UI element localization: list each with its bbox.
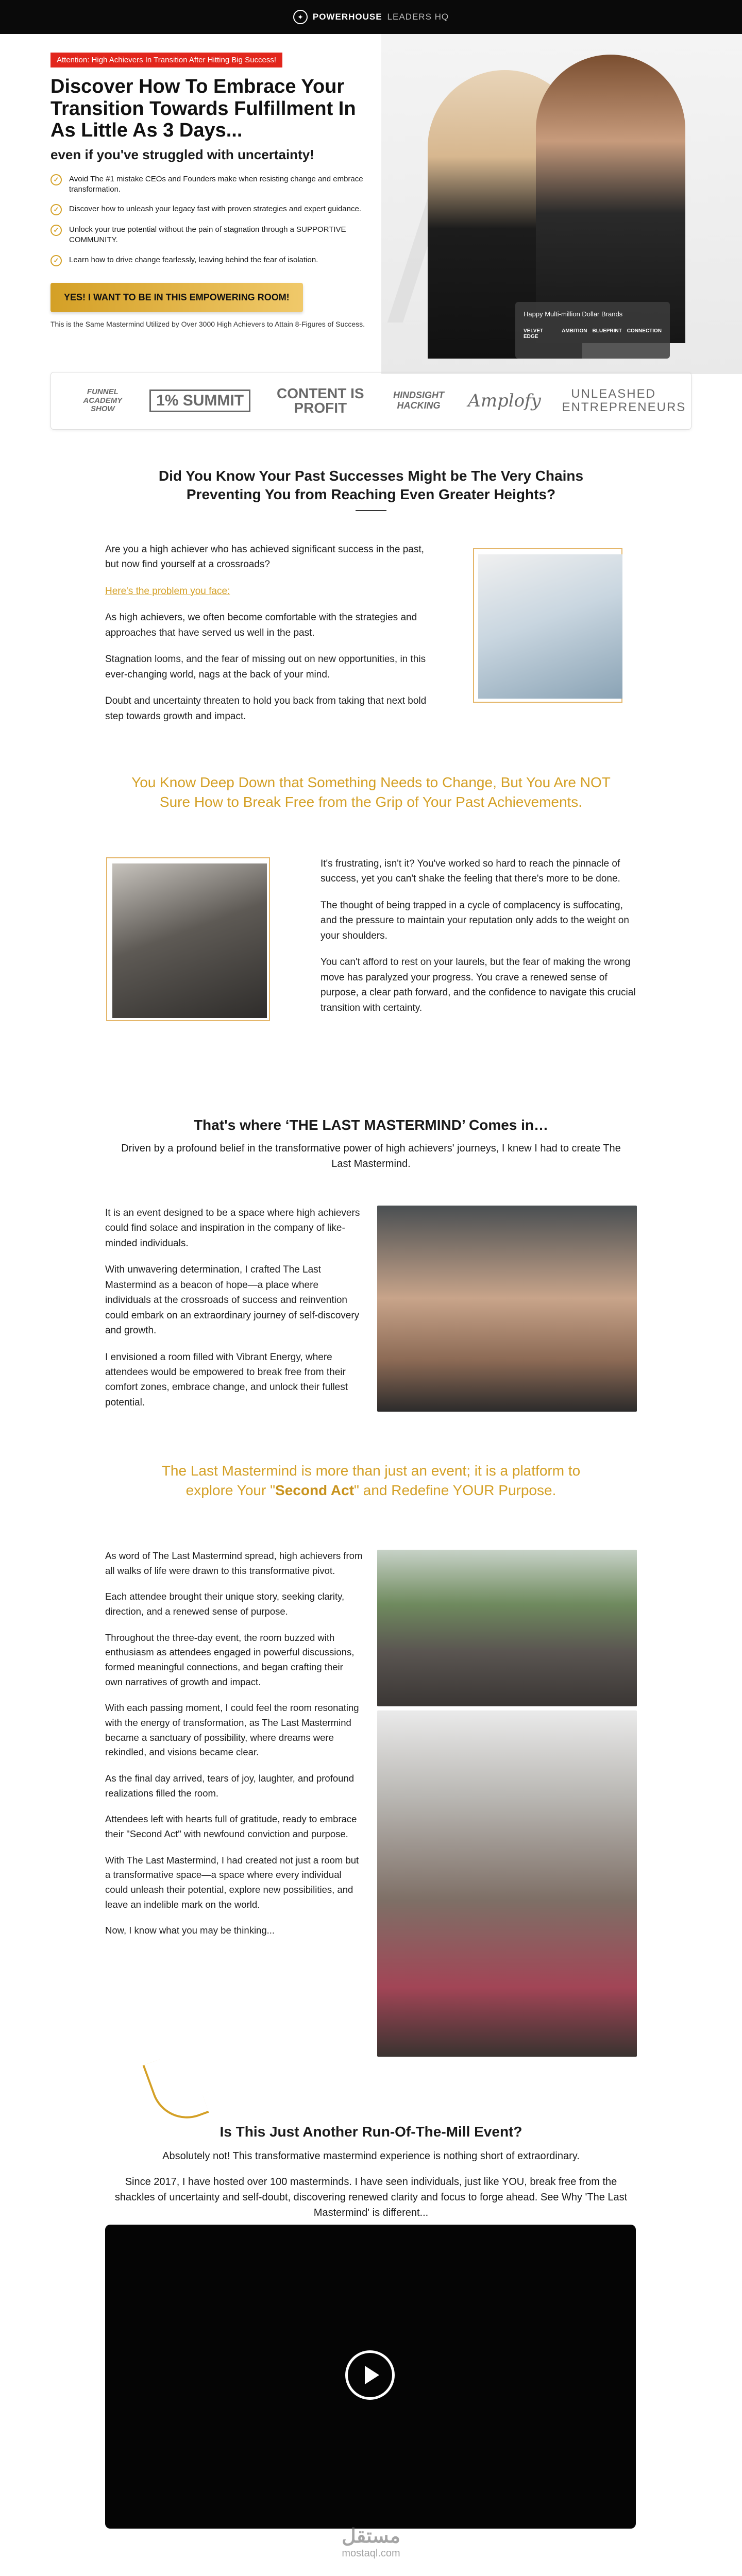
- watermark: [319, 2524, 423, 2560]
- run-of-the-mill-paragraph-2: Since 2017, I have hosted over 100 masterminds. I have seen individuals, just like YOU, break free from the shackles of uncertainty and self-doubt, discovering renewed clarity and focus to forge ahead. See Why 'The Last Mastermind' is different...: [114, 2176, 628, 2218]
- group-selfie-photo: [377, 1206, 637, 1412]
- stressed-woman-photo: [478, 554, 622, 699]
- title-divider: [356, 510, 386, 511]
- story-paragraph-1: As word of The Last Mastermind spread, high achievers from all walks of life were drawn to this transformative pivot.: [105, 1550, 363, 1576]
- run-of-the-mill-paragraph-1: Absolutely not! This transformative mastermind experience is nothing short of extraordinary.: [162, 2150, 580, 2162]
- hero-section: [0, 34, 742, 374]
- join-room-cta-button[interactable]: YES! I WANT TO BE IN THIS EMPOWERING ROOM!: [50, 283, 303, 312]
- brand-logo-icon: ✦: [293, 10, 308, 24]
- problem-text-block: [105, 542, 435, 735]
- hero-social-proof-note: This is the Same Mastermind Utilized by Over 3000 High Achievers to Attain 8-Figures of Success.: [50, 319, 365, 328]
- hero-content: [50, 53, 380, 329]
- second-act-heading-line1: The Last Mastermind is more than just an event; it is a platform to: [161, 1463, 581, 1479]
- check-icon: ✓: [50, 255, 62, 266]
- outdoor-group-photo: [377, 1550, 637, 1706]
- attention-badge: Attention: High Achievers In Transition After Hitting Big Success!: [50, 53, 282, 67]
- deep-down-heading: You Know Deep Down that Something Needs to Change, But You Are NOT Sure How to Break Free from the Grip of Your Past Achievements.: [131, 774, 611, 810]
- hero-bullet-text: Unlock your true potential without the pain of stagnation through a SUPPORTIVE COMMUNITY.: [69, 225, 346, 245]
- logo-unleashed-entrepreneurs: UNLEASHED ENTREPRENEURS: [562, 386, 686, 414]
- last-mastermind-title: That's where ‘THE LAST MASTERMIND’ Comes in…: [193, 1117, 549, 1133]
- mastermind-paragraph-3: I envisioned a room filled with Vibrant Energy, where attendees would be empowered to break free from their comfort zones, embrace change, and unlock their fullest potential.: [105, 1351, 348, 1408]
- arrow-doodle-icon: [142, 2050, 209, 2129]
- hero-bullet-list: [50, 174, 380, 266]
- second-act-emphasis: Second Act: [275, 1482, 355, 1498]
- story-paragraph-4: With each passing moment, I could feel the room resonating with the energy of transformation, as The Last Mastermind became a sanctuary of possibility, where dreams were rekindled, and visions became clear.: [105, 1702, 359, 1758]
- brand-logo-3: BLUEPRINT: [592, 328, 622, 334]
- mastermind-paragraph-1: It is an event designed to be a space where high achievers could find solace and inspiration in the company of like-minded individuals.: [105, 1208, 360, 1249]
- event-story-text: [105, 1549, 363, 1950]
- story-paragraph-2: Each attendee brought their unique story, seeking clarity, direction, and a renewed sense of purpose.: [105, 1591, 345, 1617]
- logo-content-is-profit: CONTENT IS PROFIT: [276, 385, 364, 416]
- hero-bullet: [50, 204, 380, 215]
- hero-subtitle: even if you've struggled with uncertainty!: [50, 146, 314, 162]
- brand-name[interactable]: POWERHOUSE: [312, 12, 382, 22]
- problem-paragraph-2: As high achievers, we often become comfortable with the strategies and approaches that have served us well in the past.: [105, 612, 417, 638]
- check-icon: ✓: [50, 225, 62, 236]
- play-icon[interactable]: [345, 2350, 395, 2400]
- frustration-paragraph-3: You can't afford to rest on your laurels, but the fear of making the wrong move has paralyzed your progress. You crave a renewed sense of purpose, a clear path forward, and the confidence to navigate this crucial transition with certainty.: [321, 957, 636, 1013]
- chains-section-title: Did You Know Your Past Successes Might be The Very Chains Preventing You from Reaching Even Greater Heights?: [158, 468, 584, 503]
- brands-card: [515, 302, 670, 359]
- featured-logos-strip: [50, 372, 692, 430]
- brand-logo-2: AMBITION: [562, 328, 587, 334]
- brands-card-text: Happy Multi-million Dollar Brands: [524, 310, 623, 318]
- hero-bullet-text: Learn how to drive change fearlessly, leaving behind the fear of isolation.: [69, 255, 318, 264]
- story-paragraph-8: Now, I know what you may be thinking...: [105, 1925, 275, 1936]
- logo-funnel-academy-show: FUNNEL ACADEMY SHOW: [83, 387, 123, 414]
- hero-bullet: [50, 174, 380, 195]
- stressed-woman-photo-frame: [473, 548, 622, 703]
- brand-logo-4: CONNECTION: [627, 328, 662, 334]
- story-paragraph-7: With The Last Mastermind, I had created not just a room but a transformative space—a space where every individual could unleash their potential, explore new possibilities, and leave an indelible mark on the world.: [105, 1854, 359, 1910]
- run-of-the-mill-title: Is This Just Another Run-Of-The-Mill Event?: [220, 2124, 522, 2140]
- hero-bullet: [50, 255, 380, 266]
- logo-hindsight-hacking: HINDSIGHT HACKING: [393, 390, 444, 411]
- logo-amplofy: Amplofy: [468, 391, 541, 411]
- frustrated-woman-photo: [112, 863, 267, 1018]
- hero-bullet-text: Discover how to unleash your legacy fast with proven strategies and expert guidance.: [69, 205, 361, 214]
- check-icon: ✓: [50, 174, 62, 185]
- story-paragraph-5: As the final day arrived, tears of joy, laughter, and profound realizations filled the room.: [105, 1773, 355, 1799]
- mastermind-intro-text: [105, 1206, 363, 1421]
- frustrated-woman-photo-frame: [106, 857, 270, 1021]
- frustration-paragraph-2: The thought of being trapped in a cycle of complacency is suffocating, and the pressure to maintain your reputation only adds to the weight on your shoulders.: [321, 900, 629, 941]
- last-mastermind-subtitle: Driven by a profound belief in the transformative power of high achievers' journeys, I knew I had to create The Last Mastermind.: [121, 1143, 621, 1170]
- problem-paragraph-3: Stagnation looms, and the fear of missing out on new opportunities, in this ever-changing world, nags at the back of your mind.: [105, 654, 426, 680]
- brands-card-logos: [524, 328, 662, 340]
- watermark-sub: mostaql.com: [342, 2548, 400, 2559]
- frustration-paragraph-1: It's frustrating, isn't it? You've worked so hard to reach the pinnacle of success, yet you can't shake the feeling that there's more to be done.: [321, 858, 620, 885]
- hero-bullet: [50, 225, 380, 246]
- frustration-text-block: [321, 856, 640, 1027]
- watermark-main: مستقل: [342, 2526, 400, 2547]
- top-bar: [0, 0, 742, 34]
- problem-paragraph-1: Are you a high achiever who has achieved significant success in the past, but now find yourself at a crossroads?: [105, 544, 424, 570]
- play-triangle: [365, 2366, 379, 2384]
- story-paragraph-3: Throughout the three-day event, the room buzzed with enthusiasm as attendees engaged in powerful discussions, formed meaningful connections, and began crafting their own narratives of growth and impact.: [105, 1632, 355, 1687]
- second-act-heading: [0, 1461, 742, 1500]
- second-act-text-a: explore Your ": [185, 1482, 276, 1498]
- mastermind-paragraph-2: With unwavering determination, I crafted The Last Mastermind as a beacon of hope—a place where individuals at the crossroads of success and reinvention could embark on an extraordinary journey of self-discovery and growth.: [105, 1264, 360, 1336]
- brand-logo-1: VELVET EDGE: [524, 328, 544, 340]
- hero-title: Discover How To Embrace Your Transition Towards Fulfillment In As Little As 3 Days...: [50, 76, 356, 142]
- hero-bullet-text: Avoid The #1 mistake CEOs and Founders make when resisting change and embrace transformation.: [69, 174, 363, 194]
- brand-name-suffix: LEADERS HQ: [387, 12, 449, 22]
- story-paragraph-6: Attendees left with hearts full of gratitude, ready to embrace their "Second Act" with newfound conviction and purpose.: [105, 1814, 357, 1840]
- problem-link[interactable]: Here's the problem you face:: [105, 585, 230, 597]
- check-icon: ✓: [50, 204, 62, 215]
- second-act-heading-line2: [0, 1481, 742, 1500]
- hero-photo-brunette-woman: [536, 55, 685, 343]
- staircase-group-photo: [377, 1710, 637, 2057]
- problem-paragraph-4: Doubt and uncertainty threaten to hold you back from taking that next bold step towards growth and impact.: [105, 696, 427, 722]
- second-act-text-b: " and Redefine YOUR Purpose.: [354, 1482, 556, 1498]
- logo-1-percent-summit: 1% SUMMIT: [149, 389, 250, 412]
